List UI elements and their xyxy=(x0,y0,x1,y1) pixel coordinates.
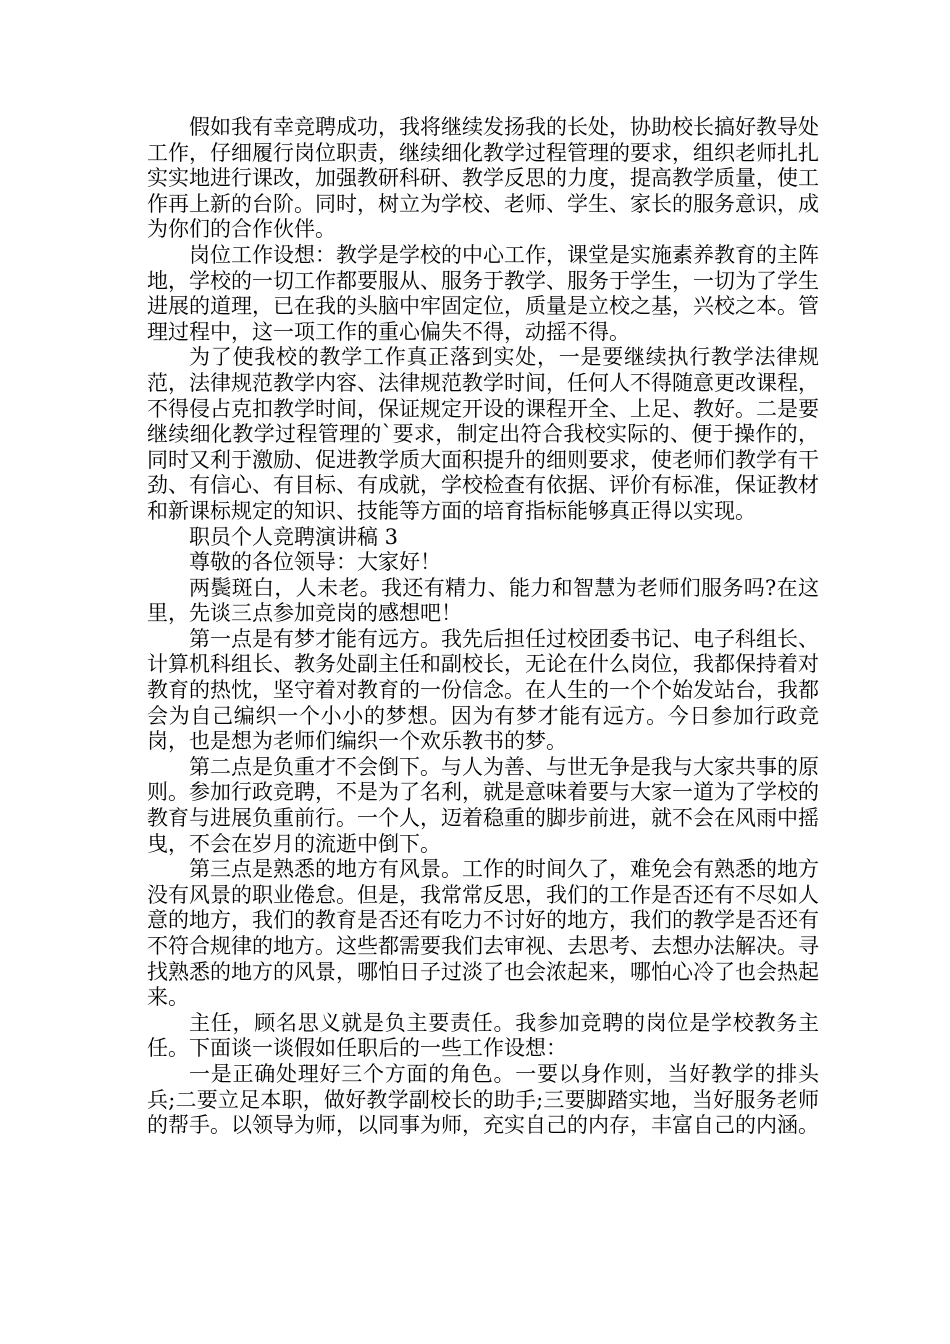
paragraph-6: 两鬓斑白，人未老。我还有精力、能力和智慧为老师们服务吗?在这里，先谈三点参加竞岗的感想吧！ xyxy=(147,575,819,626)
paragraph-11: 一是正确处理好三个方面的角色。一要以身作则，当好教学的排头兵;二要立足本职，做好教学副校长的助手;三要脚踏实地，当好服务老师的帮手。以领导为师，以同事为师，充实自己的内存，丰富自己的内涵。 xyxy=(147,1061,819,1138)
paragraph-8: 第二点是负重才不会倒下。与人为善、与世无争是我与大家共事的原则。参加行政竞聘，不是为了名利，就是意味着要与大家一道为了学校的教育与进展负重前行。一个人，迈着稳重的脚步前进，就不会在风雨中摇曳，不会在岁月的流逝中倒下。 xyxy=(147,754,819,856)
paragraph-7: 第一点是有梦才能有远方。我先后担任过校团委书记、电子科组长、计算机科组长、教务处副主任和副校长，无论在什么岗位，我都保持着对教育的热忱，坚守着对教育的一份信念。在人生的一个个始发站台，我都会为自己编织一个小小的梦想。因为有梦才能有远方。今日参加行政竞岗，也是想为老师们编织一个欢乐教书的梦。 xyxy=(147,626,819,754)
paragraph-2: 岗位工作设想：教学是学校的中心工作，课堂是实施素养教育的主阵地，学校的一切工作都要服从、服务于教学、服务于学生，一切为了学生进展的道理，已在我的头脑中牢固定位，质量是立校之基，兴校之本。管理过程中，这一项工作的重心偏失不得，动摇不得。 xyxy=(147,242,819,344)
paragraph-10: 主任，顾名思义就是负主要责任。我参加竞聘的岗位是学校教务主任。下面谈一谈假如任职后的一些工作设想： xyxy=(147,1010,819,1061)
document-body xyxy=(147,115,819,1139)
paragraph-3: 为了使我校的教学工作真正落到实处，一是要继续执行教学法律规范，法律规范教学内容、法律规范教学时间，任何人不得随意更改课程，不得侵占克扣教学时间，保证规定开设的课程开全、上足、教好。二是要继续细化教学过程管理的`要求，制定出符合我校实际的、便于操作的，同时又利于激励、促进教学质大面积提升的细则要求，使老师们教学有干劲、有信心、有目标、有成就，学校检查有依据、评价有标准，保证教材和新课标规定的知识、技能等方面的培育指标能够真正得以实现。 xyxy=(147,345,819,523)
salutation: 尊敬的各位领导：大家好！ xyxy=(189,550,441,575)
paragraph-9: 第三点是熟悉的地方有风景。工作的时间久了，难免会有熟悉的地方没有风景的职业倦怠。但是，我常常反思，我们的工作是否还有不尽如人意的地方，我们的教育是否还有吃力不讨好的地方，我们的教学是否还有不符合规律的地方。这些都需要我们去审视、去思考、去想办法解决。寻找熟悉的地方的风景，哪怕日子过淡了也会浓起来，哪怕心冷了也会热起来。 xyxy=(147,857,819,1010)
section-heading: 职员个人竞聘演讲稿 3 xyxy=(189,524,399,549)
paragraph-1: 假如我有幸竞聘成功，我将继续发扬我的长处，协助校长搞好教导处工作，仔细履行岗位职责，继续细化教学过程管理的要求，组织老师扎扎实实地进行课改，加强教研科研、教学反思的力度，提高教学质量，使工作再上新的台阶。同时，树立为学校、老师、学生、家长的服务意识，成为你们的合作伙伴。 xyxy=(147,115,819,242)
